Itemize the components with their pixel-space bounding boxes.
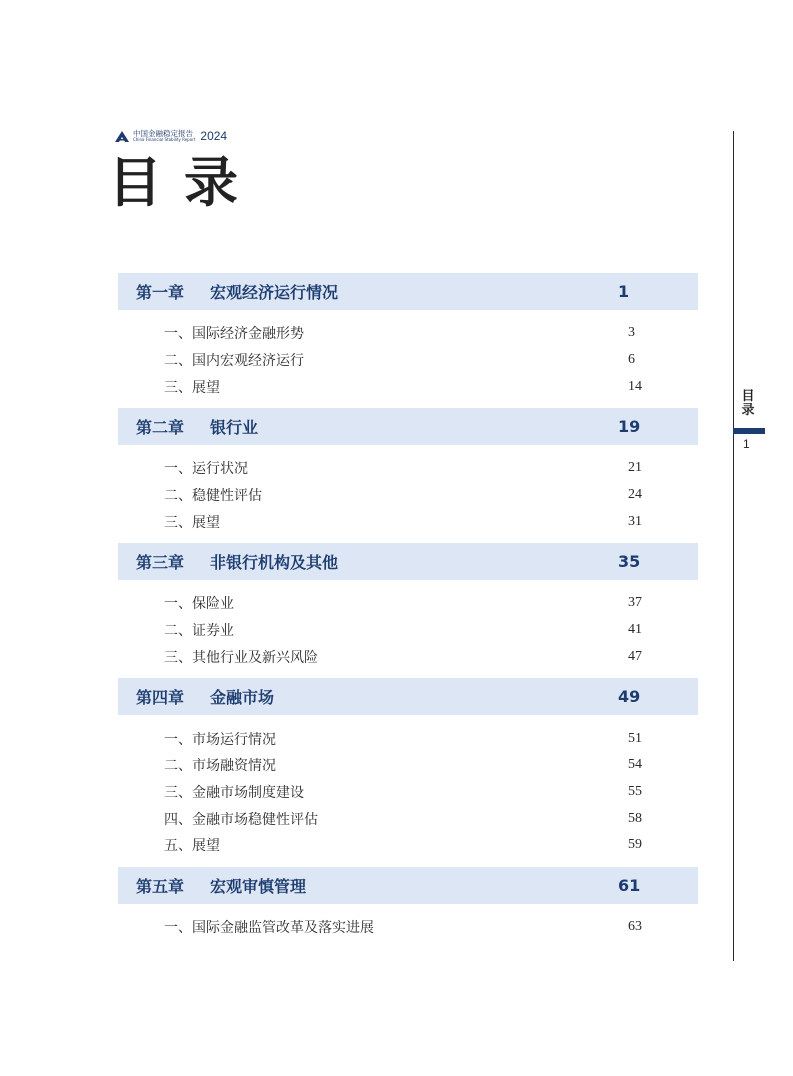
report-logo xyxy=(115,129,227,143)
section-page: 21 xyxy=(628,460,642,476)
logo-cn-text: 中国金融稳定报告 xyxy=(133,128,193,138)
section-title: 一、运行状况 xyxy=(164,461,248,478)
logo-text xyxy=(133,130,195,143)
section-title: 一、国际金融监管改革及落实进展 xyxy=(164,919,374,936)
section-page: 14 xyxy=(628,378,642,394)
section-title: 二、稳健性评估 xyxy=(164,488,262,505)
chapter-title: 银行业 xyxy=(210,418,259,438)
report-year: 2024 xyxy=(200,129,228,143)
report-header xyxy=(115,129,227,143)
section-page: 6 xyxy=(628,352,635,368)
toc-chapter-row[interactable] xyxy=(118,408,698,445)
toc-section-list xyxy=(118,445,698,543)
section-page: 37 xyxy=(628,595,642,611)
chapter-number: 第二章 xyxy=(136,418,185,438)
page-title: 目录 xyxy=(108,151,260,214)
chapter-page: 35 xyxy=(618,552,641,572)
toc-chapter-row[interactable] xyxy=(118,678,698,715)
section-title: 二、证券业 xyxy=(164,623,234,640)
section-page: 3 xyxy=(628,325,635,341)
toc-section-row[interactable] xyxy=(118,779,698,806)
chapter-title: 宏观审慎管理 xyxy=(210,876,307,896)
toc-section-row[interactable] xyxy=(118,347,698,374)
report-logo-icon xyxy=(115,131,129,142)
toc-section-row[interactable] xyxy=(118,644,698,671)
section-title: 三、展望 xyxy=(164,514,220,531)
chapter-number: 第四章 xyxy=(136,688,185,708)
section-title: 三、展望 xyxy=(164,379,220,396)
toc-section-row[interactable] xyxy=(118,455,698,482)
toc-section-row[interactable] xyxy=(118,482,698,509)
section-page: 31 xyxy=(628,513,642,529)
chapter-title: 非银行机构及其他 xyxy=(210,553,339,573)
toc-chapter-row[interactable] xyxy=(118,867,698,904)
side-accent-bar xyxy=(733,428,765,434)
section-title: 三、金融市场制度建设 xyxy=(164,784,304,801)
chapter-page: 19 xyxy=(618,417,641,437)
chapter-page: 61 xyxy=(618,875,641,895)
section-title: 一、保险业 xyxy=(164,596,234,613)
section-title: 三、其他行业及新兴风险 xyxy=(164,649,318,666)
toc-section-row[interactable] xyxy=(118,617,698,644)
toc-section-row[interactable] xyxy=(118,752,698,779)
chapter-page: 1 xyxy=(618,282,630,301)
section-page: 47 xyxy=(628,648,642,664)
toc-section-row[interactable] xyxy=(118,805,698,832)
toc-section-row[interactable] xyxy=(118,832,698,859)
toc-section-row[interactable] xyxy=(118,320,698,347)
chapter-number: 第一章 xyxy=(136,283,185,302)
toc-section-row[interactable] xyxy=(118,914,698,941)
section-page: 41 xyxy=(628,622,642,638)
toc-chapter-row[interactable] xyxy=(118,273,698,310)
toc-section-list xyxy=(118,580,698,678)
section-title: 一、市场运行情况 xyxy=(164,731,276,748)
section-page: 51 xyxy=(628,730,642,746)
toc-section-row[interactable] xyxy=(118,508,698,535)
chapter-number: 第五章 xyxy=(136,876,185,896)
chapter-page: 49 xyxy=(618,687,641,707)
chapter-title: 金融市场 xyxy=(210,688,275,708)
side-tab-char-2: 录 xyxy=(741,403,755,418)
margin-divider xyxy=(733,131,734,961)
section-title: 二、国内宏观经济运行 xyxy=(164,353,304,370)
section-title: 一、国际经济金融形势 xyxy=(164,326,304,343)
toc-section-list xyxy=(118,904,698,949)
section-page: 59 xyxy=(628,837,642,853)
toc-section-row[interactable] xyxy=(118,725,698,752)
chapter-title: 宏观经济运行情况 xyxy=(210,283,339,302)
section-title: 四、金融市场稳健性评估 xyxy=(164,811,318,828)
side-tab-label xyxy=(741,390,755,418)
toc-section-row[interactable] xyxy=(118,590,698,617)
section-title: 二、市场融资情况 xyxy=(164,758,276,775)
section-title: 五、展望 xyxy=(164,838,220,855)
page-number: 1 xyxy=(743,437,750,451)
toc-section-list xyxy=(118,715,698,866)
section-page: 58 xyxy=(628,810,642,826)
section-page: 55 xyxy=(628,783,642,799)
chapter-number: 第三章 xyxy=(136,553,185,573)
table-of-contents xyxy=(118,273,698,948)
side-tab-char-1: 目 xyxy=(741,389,755,404)
section-page: 54 xyxy=(628,757,642,773)
toc-chapter-row[interactable] xyxy=(118,543,698,580)
section-page: 24 xyxy=(628,487,642,503)
toc-section-list xyxy=(118,310,698,408)
logo-en-text: China Financial Stability Report xyxy=(133,137,196,143)
section-page: 63 xyxy=(628,918,642,934)
toc-section-row[interactable] xyxy=(118,373,698,400)
